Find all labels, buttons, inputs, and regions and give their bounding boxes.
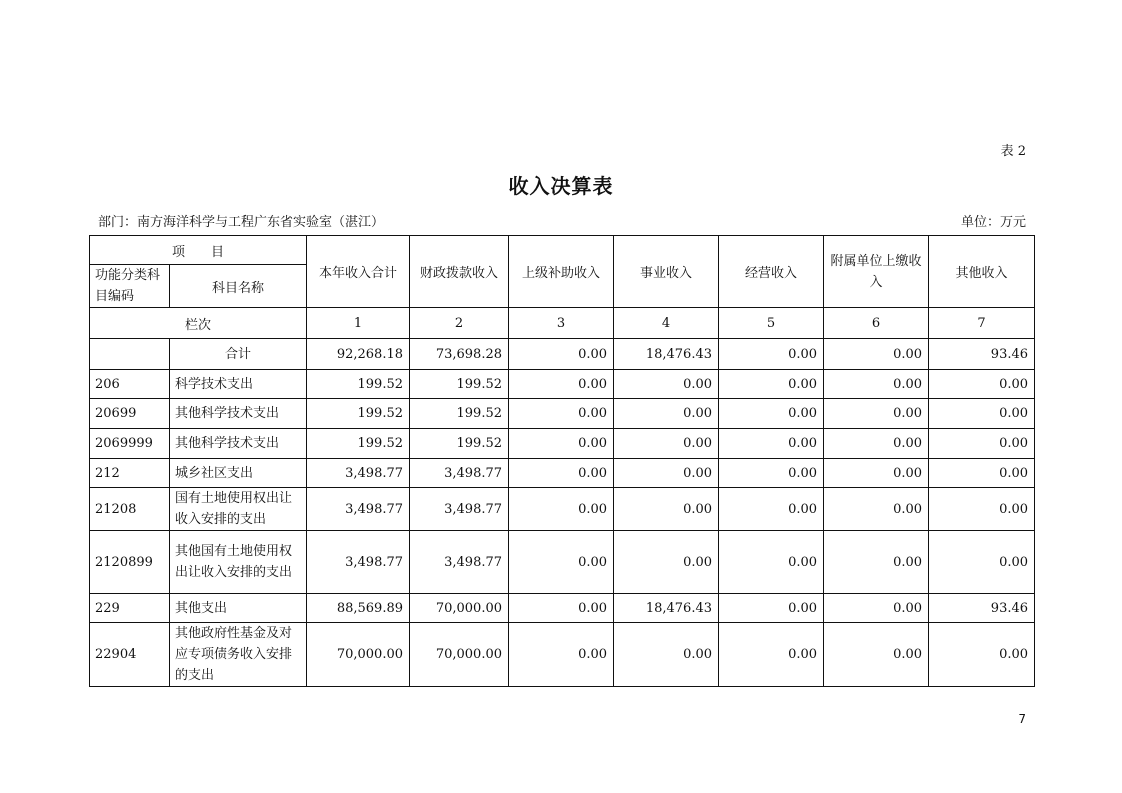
row-code: 2069999 [90,429,170,459]
row-value: 93.46 [929,594,1035,623]
row-value: 0.00 [824,370,929,399]
row-value: 3,498.77 [307,488,410,531]
header-subject-name: 科目名称 [170,265,307,308]
row-value: 18,476.43 [614,339,719,370]
table-row [90,488,1035,531]
row-value: 0.00 [614,488,719,531]
row-value: 0.00 [509,459,614,488]
row-value: 3,498.77 [307,531,410,594]
row-value: 0.00 [929,459,1035,488]
table-row [90,594,1035,623]
row-value: 0.00 [824,339,929,370]
row-value: 3,498.77 [410,459,509,488]
row-value: 0.00 [614,531,719,594]
page-title: 收入决算表 [508,174,614,198]
row-value: 0.00 [509,339,614,370]
row-code [90,339,170,370]
row-value: 0.00 [824,623,929,687]
table-row [90,429,1035,459]
row-value: 0.00 [509,370,614,399]
row-name: 其他国有土地使用权出让收入安排的支出 [170,531,307,594]
row-code: 2120899 [90,531,170,594]
row-value: 3,498.77 [410,488,509,531]
row-value: 0.00 [824,459,929,488]
row-value: 3,498.77 [307,459,410,488]
row-value: 0.00 [719,531,824,594]
row-value: 70,000.00 [307,623,410,687]
header-other-income: 其他收入 [929,236,1035,308]
row-value: 199.52 [307,429,410,459]
table-row [90,623,1035,687]
row-value: 0.00 [929,370,1035,399]
row-value: 92,268.18 [307,339,410,370]
row-name: 其他政府性基金及对应专项债务收入安排的支出 [170,623,307,687]
column-number: 5 [719,308,824,339]
row-value: 0.00 [614,623,719,687]
unit-label: 单位：万元 [960,215,1026,230]
row-code: 206 [90,370,170,399]
header-affiliated-unit-remittance: 附属单位上缴收入 [824,236,929,308]
row-value: 0.00 [929,488,1035,531]
row-value: 0.00 [719,594,824,623]
row-value: 0.00 [614,370,719,399]
row-value: 73,698.28 [410,339,509,370]
row-name: 科学技术支出 [170,370,307,399]
row-value: 3,498.77 [410,531,509,594]
row-value: 0.00 [509,488,614,531]
row-value: 0.00 [824,399,929,429]
row-name: 其他科学技术支出 [170,429,307,459]
row-code: 21208 [90,488,170,531]
row-value: 0.00 [719,399,824,429]
row-value: 0.00 [824,531,929,594]
income-settlement-table [89,235,1035,687]
table-row [90,399,1035,429]
table-body [90,339,1035,687]
row-value: 0.00 [824,488,929,531]
row-value: 0.00 [509,623,614,687]
row-code: 212 [90,459,170,488]
row-value: 0.00 [509,594,614,623]
row-name: 其他科学技术支出 [170,399,307,429]
row-value: 93.46 [929,339,1035,370]
row-name: 国有土地使用权出让收入安排的支出 [170,488,307,531]
header-business-income: 事业收入 [614,236,719,308]
row-value: 70,000.00 [410,594,509,623]
row-value: 0.00 [719,623,824,687]
table-row [90,339,1035,370]
table-number: 表 2 [1000,144,1026,159]
header-column-index: 栏次 [90,308,307,339]
header-operating-income: 经营收入 [719,236,824,308]
row-value: 0.00 [719,370,824,399]
row-value: 199.52 [307,370,410,399]
row-value: 0.00 [614,399,719,429]
table-row [90,370,1035,399]
table-row [90,531,1035,594]
row-code: 22904 [90,623,170,687]
department-label: 部门：南方海洋科学与工程广东省实验室（湛江） [98,215,385,230]
row-value: 199.52 [410,399,509,429]
row-value: 199.52 [410,370,509,399]
header-function-code: 功能分类科目编码 [90,265,170,308]
row-value: 0.00 [929,531,1035,594]
row-value: 199.52 [410,429,509,459]
row-value: 0.00 [719,339,824,370]
row-value: 0.00 [719,429,824,459]
row-value: 0.00 [509,429,614,459]
row-value: 0.00 [719,459,824,488]
row-code: 20699 [90,399,170,429]
row-value: 0.00 [824,429,929,459]
row-value: 199.52 [307,399,410,429]
header-total-income: 本年收入合计 [307,236,410,308]
row-value: 0.00 [719,488,824,531]
header-fiscal-appropriation: 财政拨款收入 [410,236,509,308]
row-value: 0.00 [824,594,929,623]
row-value: 0.00 [614,459,719,488]
row-value: 0.00 [929,623,1035,687]
row-value: 18,476.43 [614,594,719,623]
row-value: 88,569.89 [307,594,410,623]
row-value: 70,000.00 [410,623,509,687]
column-number: 3 [509,308,614,339]
row-value: 0.00 [614,429,719,459]
row-value: 0.00 [929,429,1035,459]
header-superior-subsidy: 上级补助收入 [509,236,614,308]
row-code: 229 [90,594,170,623]
header-item: 项 目 [90,236,307,265]
column-number: 1 [307,308,410,339]
row-name: 合计 [170,339,307,370]
column-number: 2 [410,308,509,339]
row-value: 0.00 [509,531,614,594]
row-name: 城乡社区支出 [170,459,307,488]
column-number: 4 [614,308,719,339]
column-number: 7 [929,308,1035,339]
column-number: 6 [824,308,929,339]
row-value: 0.00 [509,399,614,429]
row-value: 0.00 [929,399,1035,429]
row-name: 其他支出 [170,594,307,623]
table-row [90,459,1035,488]
page-number: 7 [1018,712,1026,726]
